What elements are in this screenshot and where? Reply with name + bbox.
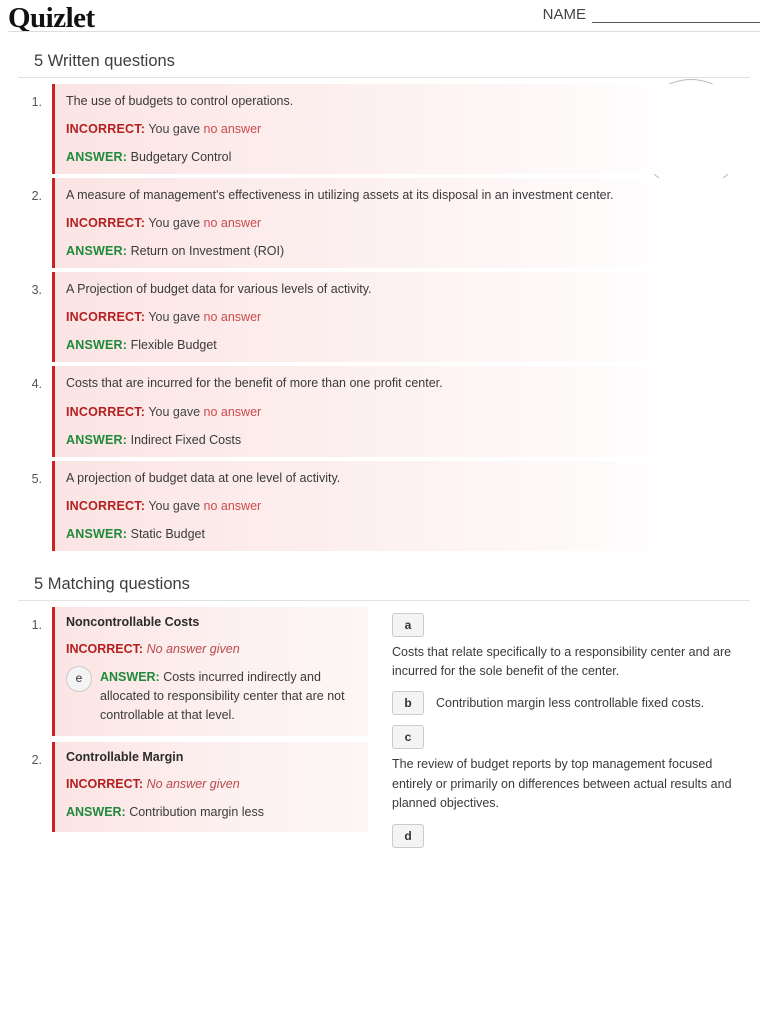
you-gave-label: You gave [148, 216, 201, 231]
matching-answer [66, 803, 368, 822]
question-prompt: A projection of budget data at one level of activity. [66, 470, 341, 485]
choice-letter-a: a [392, 613, 424, 637]
question-body [52, 461, 750, 551]
you-gave-label: You gave [148, 122, 201, 137]
matching-choice[interactable] [392, 824, 750, 848]
matching-result [66, 777, 368, 791]
incorrect-tag: INCORRECT: [66, 641, 144, 656]
answer-text: Static Budget [130, 526, 205, 541]
question-number: 5. [31, 471, 42, 486]
matching-choice[interactable] [392, 613, 750, 682]
matching-number: 2. [31, 752, 42, 767]
question-answer [66, 338, 750, 352]
question-answer [66, 527, 750, 541]
matching-body [52, 607, 368, 736]
question-number: 3. [31, 283, 42, 298]
matching-choice[interactable] [392, 691, 750, 715]
you-gave-label: You gave [148, 310, 201, 325]
incorrect-tag: INCORRECT: [66, 122, 146, 137]
matching-choice[interactable] [392, 725, 750, 813]
answer-text: Flexible Budget [130, 338, 217, 353]
written-section-title: 5 Written questions [18, 44, 750, 78]
question-answer [66, 150, 750, 164]
matching-term: Controllable Margin [66, 749, 184, 764]
answer-tag: ANSWER: [66, 338, 128, 353]
matching-content [18, 607, 750, 858]
question-number: 2. [31, 189, 42, 204]
incorrect-tag: INCORRECT: [66, 404, 146, 419]
quizlet-logo: Quizlet [8, 2, 95, 34]
question-result [66, 216, 750, 230]
answer-tag: ANSWER: [66, 150, 128, 165]
question-prompt: A Projection of budget data for various levels of activity. [66, 282, 372, 297]
you-gave-label: You gave [148, 404, 201, 419]
question-answer [66, 244, 750, 258]
question-answer [66, 433, 750, 447]
matching-answer-text-wrap [100, 668, 368, 726]
choice-letter-b: b [392, 691, 424, 715]
matching-section-title: 5 Matching questions [18, 567, 750, 601]
incorrect-tag: INCORRECT: [66, 310, 146, 325]
matching-item [18, 742, 368, 832]
written-question-item [18, 272, 750, 362]
no-answer-value: no answer [203, 122, 262, 137]
matching-answer [66, 668, 368, 726]
matching-number: 1. [31, 617, 42, 632]
matching-item [18, 607, 368, 736]
matching-questions-section [18, 567, 750, 601]
incorrect-tag: INCORRECT: [66, 216, 146, 231]
matching-terms-column [18, 607, 368, 858]
question-result [66, 122, 750, 136]
name-label: NAME [542, 6, 586, 23]
written-question-item [18, 178, 750, 268]
matching-term: Noncontrollable Costs [66, 614, 200, 629]
written-question-item [18, 366, 750, 456]
choice-text [424, 824, 436, 827]
question-result [66, 499, 750, 513]
incorrect-tag: INCORRECT: [66, 776, 144, 791]
incorrect-tag: INCORRECT: [66, 498, 146, 513]
matching-result [66, 642, 368, 656]
written-question-item [18, 461, 750, 551]
answer-text: Indirect Fixed Costs [130, 432, 242, 447]
you-gave-label: You gave [148, 498, 201, 513]
no-answer-value: no answer [203, 404, 262, 419]
question-result [66, 405, 750, 419]
question-body [52, 272, 750, 362]
choice-text: The review of budget reports by top management focused entirely or primarily on differences between actual results and planned objectives. [392, 757, 732, 811]
question-body [52, 84, 750, 174]
page-header [0, 0, 768, 44]
question-prompt: The use of budgets to control operations. [66, 94, 294, 108]
question-body [52, 178, 750, 268]
choice-letter-c: c [392, 725, 424, 749]
matching-answer-text: Contribution margin less [129, 804, 264, 819]
answer-tag: ANSWER: [100, 669, 160, 684]
no-answer-given-value: No answer given [146, 641, 240, 656]
no-answer-value: no answer [203, 310, 262, 325]
answer-tag: ANSWER: [66, 432, 128, 447]
answer-tag: ANSWER: [66, 526, 128, 541]
choice-text: Costs that relate specifically to a responsibility center and are incurred for the sole benefit of the center. [392, 644, 732, 678]
no-answer-value: no answer [203, 498, 262, 513]
question-prompt: Costs that are incurred for the benefit of more than one profit center. [66, 376, 443, 391]
header-divider [8, 31, 760, 32]
choice-letter-d: d [392, 824, 424, 848]
no-answer-given-value: No answer given [146, 776, 240, 791]
matching-answer-text: Costs incurred indirectly and allocated to responsibility center that are not controllable at that level. [100, 669, 345, 723]
matching-body [52, 742, 368, 832]
answer-tag: ANSWER: [66, 244, 128, 259]
question-number: 1. [31, 95, 42, 109]
name-input-line[interactable] [592, 6, 760, 23]
choice-text: Contribution margin less controllable fixed costs. [436, 696, 705, 711]
no-answer-value: no answer [203, 216, 262, 231]
answer-text: Budgetary Control [130, 150, 232, 165]
question-number: 4. [31, 377, 42, 392]
matching-answer-letter-bubble: e [66, 666, 92, 692]
matching-choices-column [368, 607, 750, 858]
written-questions-section [18, 44, 750, 551]
answer-text: Return on Investment (ROI) [130, 244, 285, 259]
matching-answer-text-wrap [66, 803, 264, 822]
question-body [52, 366, 750, 456]
answer-tag: ANSWER: [66, 804, 126, 819]
question-result [66, 310, 750, 324]
question-prompt: A measure of management's effectiveness in utilizing assets at its disposal in an investment center. [66, 188, 614, 203]
name-field-group [543, 6, 760, 23]
written-question-item [18, 84, 750, 174]
